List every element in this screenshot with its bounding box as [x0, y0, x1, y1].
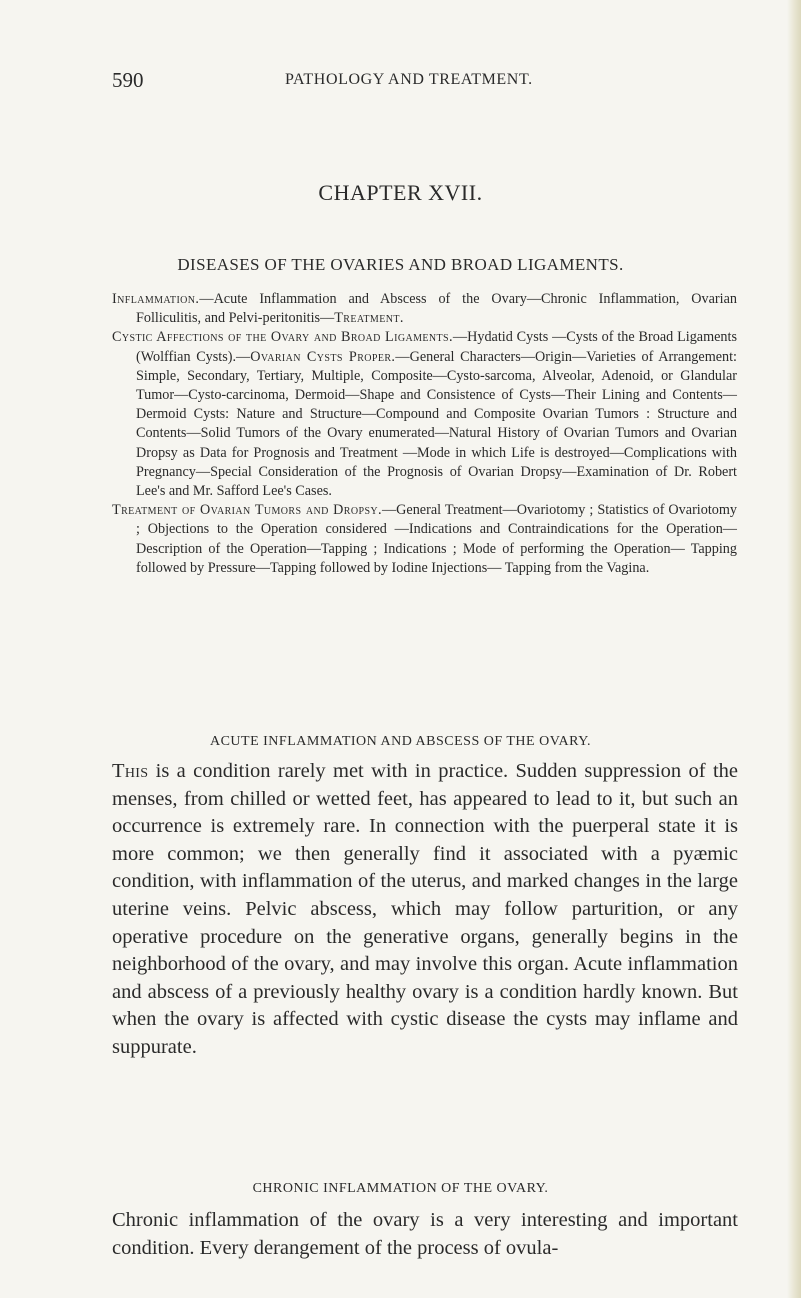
- page-edge-shading: [787, 0, 801, 1298]
- section-heading-acute: ACUTE INFLAMMATION AND ABSCESS OF THE OVARY.: [209, 734, 591, 749]
- synopsis-text: —Hydatid Cysts —Cysts of the Broad Ligaments (Wolffian Cysts).—: [136, 329, 737, 365]
- running-title: PATHOLOGY AND TREATMENT.: [285, 71, 533, 88]
- paragraph-text: Chronic inflammation of the ovary is a very interesting and important condition. Every derangement of the process of ovula-: [112, 1209, 738, 1259]
- synopsis-paragraph-cystic: [112, 328, 737, 501]
- synopsis-text: —General Treatment—Ovariotomy ; Statistics of Ovariotomy ; Objections to the Operation considered —Indications and Contraindications for the Operation—Description of the Operation—Tapping ; Indications ; Mode of performing the Operation— Tapping followed by Pressure—Tapping followed by Iodine Injections— Tapping from the Vagina.: [136, 502, 737, 576]
- paragraph-lead: This: [112, 760, 149, 782]
- chapter-subtitle: DISEASES OF THE OVARIES AND BROAD LIGAMENTS.: [177, 255, 624, 274]
- synopsis-paragraph-inflammation: [112, 290, 737, 328]
- synopsis-text: —Acute Inflammation and Abscess of the Ovary—Chronic Inflammation, Ovarian Folliculitis, and Pelvi-peritonitis—: [136, 291, 737, 327]
- running-head: [112, 68, 742, 98]
- chapter-synopsis: [112, 290, 737, 578]
- chapter-title: CHAPTER XVII.: [318, 180, 483, 205]
- synopsis-mid: Ovarian Cysts Proper.: [250, 348, 396, 365]
- synopsis-lead: Cystic Affections of the Ovary and Broad Ligaments.: [112, 329, 453, 346]
- synopsis-lead: Inflammation.: [112, 291, 200, 307]
- paragraph-text: is a condition rarely met with in practice. Sudden suppression of the menses, from chilled or wetted feet, has appeared to lead to it, but such an occurrence is extremely rare. In connection with the puerperal state it is more common; we then generally find it associated with a pyæmic condition, with inflammation of the uterus, and marked changes in the large uterine veins. Pelvic abscess, which may follow parturition, or any operative procedure on the generative organs, generally begins in the neighborhood of the ovary, and may involve this organ. Acute inflammation and abscess of a previously healthy ovary is a condition hardly known. But when the ovary is affected with cystic disease the cysts may inflame and suppurate.: [112, 760, 738, 1058]
- synopsis-paragraph-treatment: [112, 501, 737, 578]
- synopsis-tail: Treatment.: [334, 310, 404, 327]
- page-number: 590: [112, 68, 144, 92]
- section-body-acute: [112, 758, 738, 1062]
- synopsis-lead: Treatment of Ovarian Tumors and Dropsy.: [112, 502, 382, 519]
- synopsis-text-continued: —General Characters—Origin—Varieties of Arrangement: Simple, Secondary, Tertiary, Multiple, Composite—Cysto-sarcoma, Alveolar, Adenoid, or Glandular Tumor—Cysto-carcinoma, Dermoid—Shape and Consistence of Cysts—Their Lining and Contents—Dermoid Cysts: Nature and Structure—Compound and Composite Ovarian Tumors : Structure and Contents—Solid Tumors of the Ovary enumerated—Natural History of Ovarian Tumors and Ovarian Dropsy as Data for Prognosis and Treatment —Mode in which Life is destroyed—Complications with Pregnancy—Special Consideration of the Prognosis of Ovarian Dropsy—Examination of Dr. Robert Lee's and Mr. Safford Lee's Cases.: [136, 348, 738, 500]
- section-body-chronic: [112, 1207, 738, 1262]
- section-heading-chronic: CHRONIC INFLAMMATION OF THE OVARY.: [252, 1181, 549, 1196]
